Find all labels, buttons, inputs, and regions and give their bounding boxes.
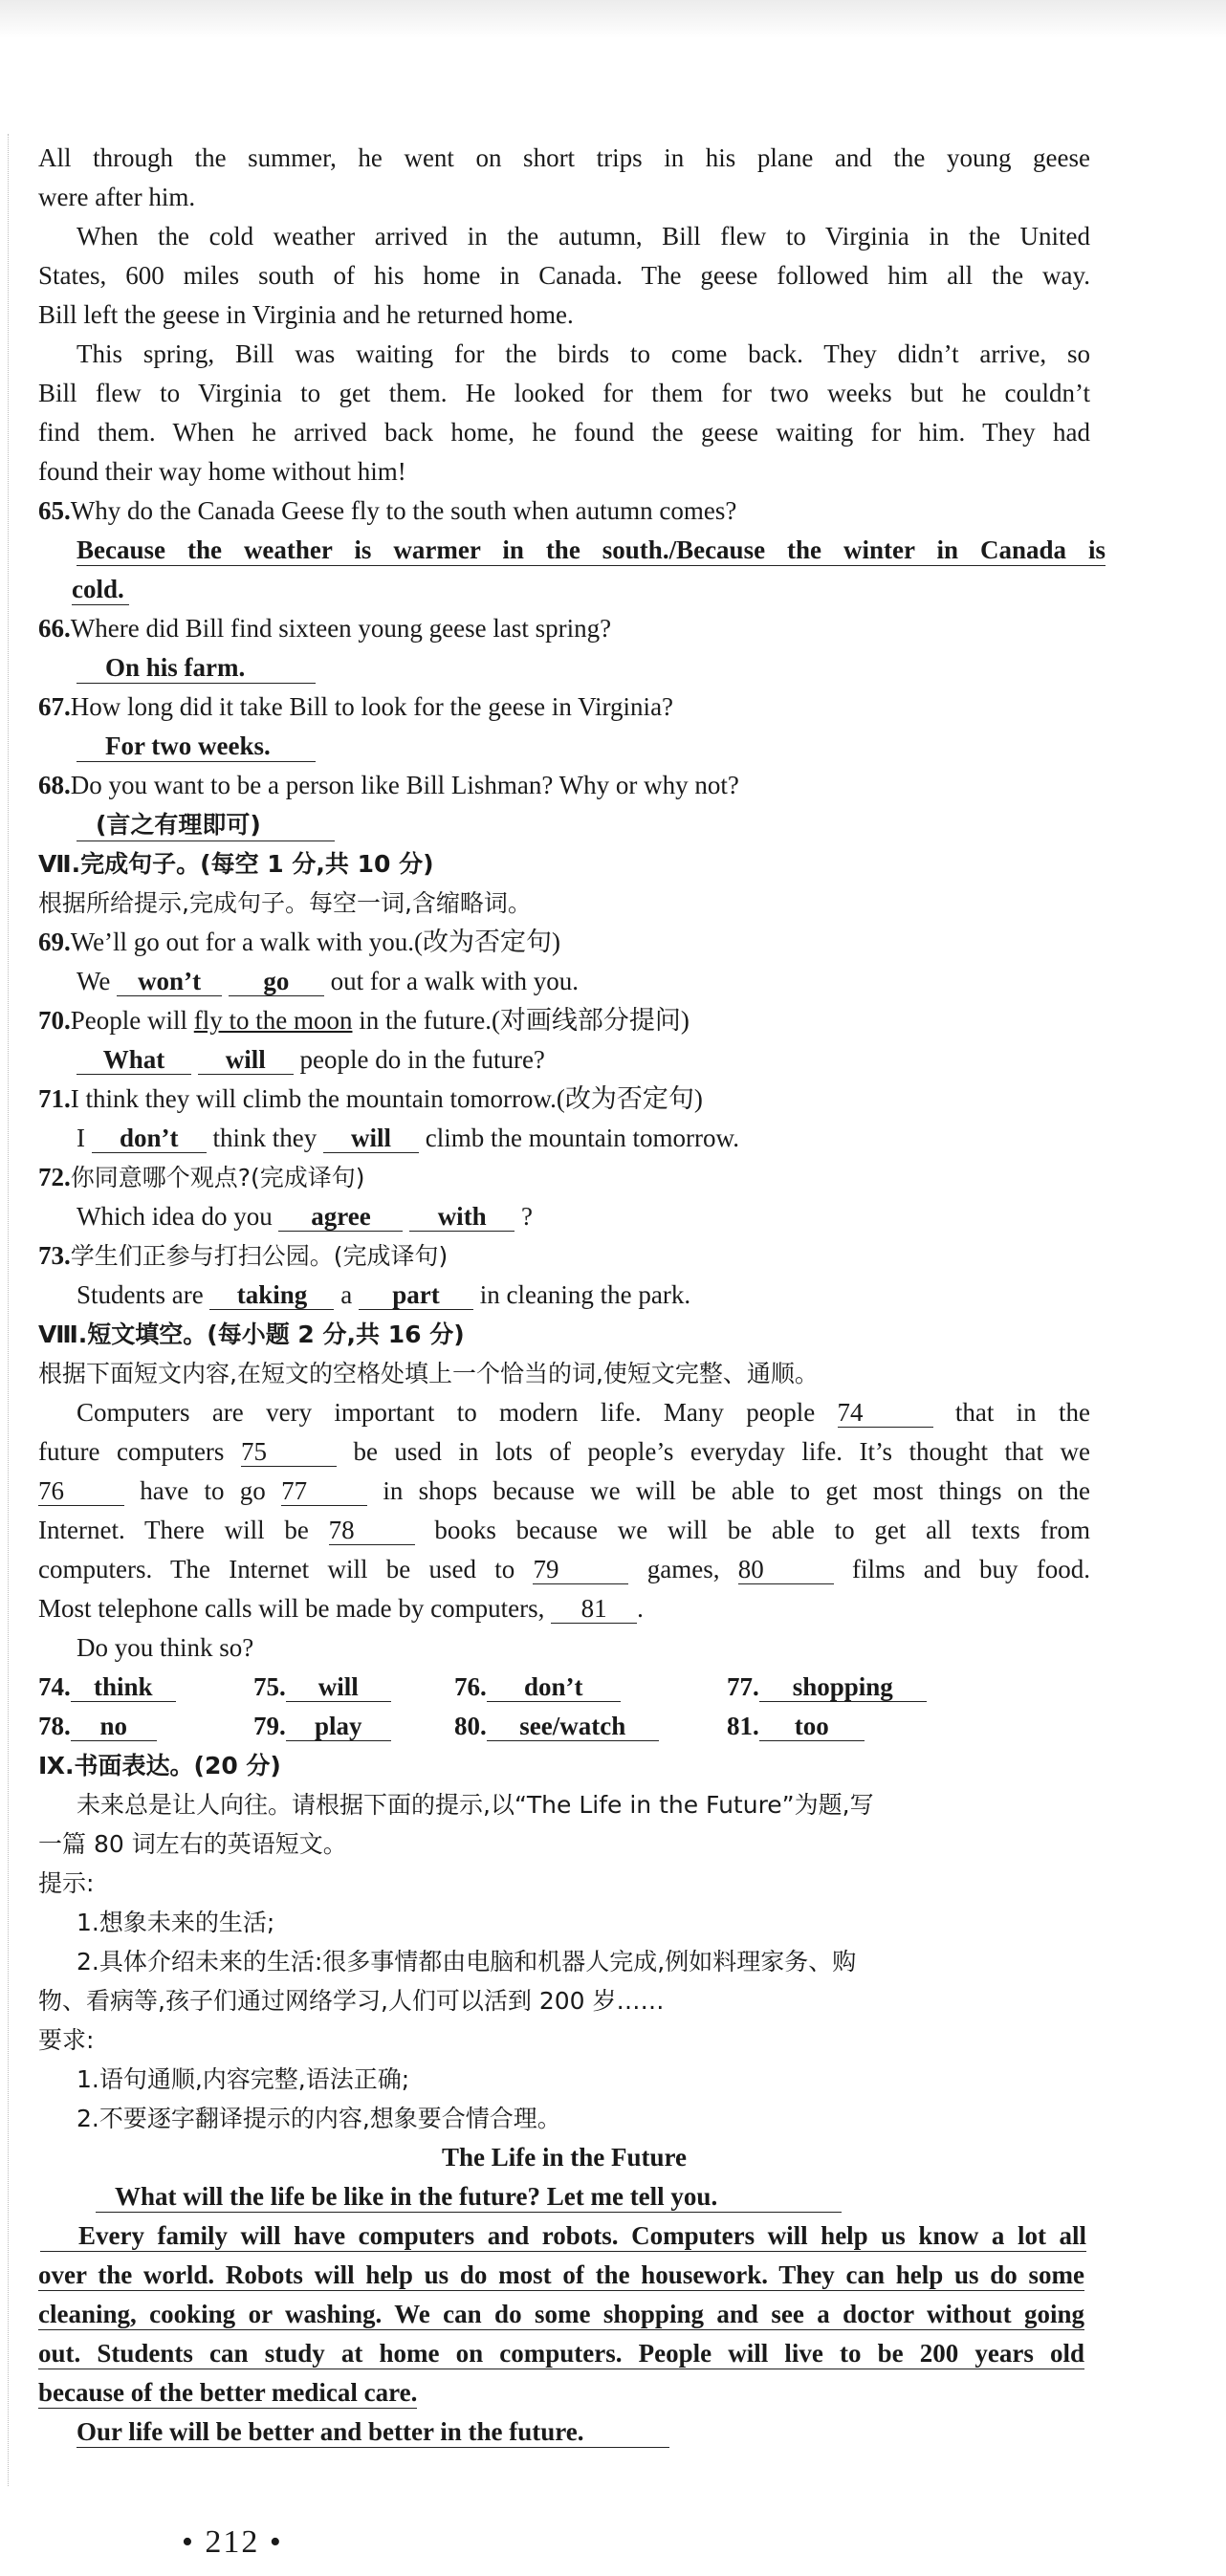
question-67 bbox=[38, 688, 1090, 727]
passage-line: Bill flew to Virginia to get them. He looked for them for two weeks but he couldn’t bbox=[38, 379, 1090, 407]
cloze-text: that in the bbox=[954, 1398, 1090, 1427]
cloze-blank: 80 bbox=[738, 1555, 834, 1584]
cloze-blank: 81 bbox=[551, 1594, 637, 1624]
question-72 bbox=[38, 1158, 1090, 1197]
margin-line bbox=[8, 134, 9, 2486]
top-shade bbox=[0, 0, 1226, 38]
sentence-part: I bbox=[77, 1124, 85, 1152]
answer-line bbox=[38, 1276, 1090, 1315]
answer-number: 79. bbox=[253, 1712, 286, 1740]
answer-blank: will bbox=[198, 1045, 294, 1075]
question-73 bbox=[38, 1236, 1090, 1276]
answer-blank: think bbox=[71, 1672, 176, 1702]
writing-intro: 一篇 80 词左右的英语短文。 bbox=[38, 1830, 347, 1858]
section-instruction: 根据所给提示,完成句子。每空一词,含缩略词。 bbox=[38, 889, 532, 917]
cloze-blank: 78 bbox=[329, 1516, 415, 1545]
answer-blank: part bbox=[359, 1280, 473, 1310]
answer-blank: with bbox=[409, 1202, 514, 1232]
essay-line bbox=[38, 2177, 1090, 2216]
question-71 bbox=[38, 1080, 1090, 1119]
cloze-text: books because we will be able to get all texts from bbox=[434, 1516, 1091, 1544]
question-number: 67. bbox=[38, 692, 71, 721]
question-text: I think they will climb the mountain tomorrow.(改为否定句) bbox=[70, 1084, 703, 1113]
answer-blank: play bbox=[286, 1712, 391, 1741]
essay-line bbox=[38, 2334, 1090, 2373]
sentence-part: think they bbox=[212, 1124, 317, 1152]
underlined-phrase: fly to the moon bbox=[193, 1006, 353, 1035]
essay-line bbox=[38, 2373, 1090, 2412]
answer-text: (言之有理即可) bbox=[77, 810, 335, 841]
section-heading: Ⅸ.书面表达。(20 分) bbox=[38, 1752, 281, 1779]
essay-text: over the world. Robots will help us do most of the housework. They can help us do some bbox=[38, 2260, 1084, 2289]
question-66 bbox=[38, 609, 1090, 648]
essay-title: The Life in the Future bbox=[442, 2143, 687, 2172]
requirement-item: 1.语句通顺,内容完整,语法正确; bbox=[77, 2065, 410, 2093]
cloze-line bbox=[38, 1393, 1090, 1432]
cloze-text: Most telephone calls will be made by computers, bbox=[38, 1594, 545, 1623]
cloze-blank: 74 bbox=[838, 1398, 933, 1428]
question-number: 69. bbox=[38, 928, 71, 956]
answer-text: For two weeks. bbox=[77, 731, 316, 762]
section-heading: Ⅶ.完成句子。(每空 1 分,共 10 分) bbox=[38, 850, 434, 878]
answer-blank: no bbox=[71, 1712, 157, 1741]
answer-text: On his farm. bbox=[77, 652, 316, 684]
question-text: Why do the Canada Geese fly to the south when autumn comes? bbox=[70, 496, 737, 525]
cloze-text: have to go bbox=[140, 1476, 266, 1505]
cloze-text: computers. The Internet will be used to bbox=[38, 1555, 515, 1583]
passage-line: When the cold weather arrived in the autumn, Bill flew to Virginia in the United bbox=[77, 222, 1090, 251]
essay-line bbox=[38, 2216, 1090, 2256]
answer-blank: will bbox=[323, 1124, 419, 1153]
answer-line bbox=[38, 1119, 1090, 1158]
question-number: 66. bbox=[38, 614, 71, 643]
passage-line: were after him. bbox=[38, 183, 196, 211]
question-text: 学生们正参与打扫公园。(完成译句) bbox=[70, 1242, 449, 1270]
answer-blank: go bbox=[229, 967, 324, 996]
hint-label: 提示: bbox=[38, 1869, 95, 1897]
cloze-text: Computers are very important to modern life. Many people bbox=[77, 1398, 816, 1427]
cloze-blank: 75 bbox=[241, 1437, 337, 1467]
question-65 bbox=[38, 491, 1090, 531]
answer-blank: don’t bbox=[487, 1672, 621, 1702]
question-text: Where did Bill find sixteen young geese last spring? bbox=[70, 614, 612, 643]
answer-number: 78. bbox=[38, 1712, 71, 1740]
answer-line bbox=[38, 962, 1090, 1001]
answer-line bbox=[38, 1040, 1090, 1080]
essay-line bbox=[38, 2412, 1090, 2452]
essay-line bbox=[38, 2295, 1090, 2334]
cloze-text: films and buy food. bbox=[852, 1555, 1091, 1583]
answer-line bbox=[38, 648, 1090, 688]
answer-number: 80. bbox=[454, 1712, 487, 1740]
sentence-part: Students are bbox=[77, 1280, 204, 1309]
cloze-text: Internet. There will be bbox=[38, 1516, 309, 1544]
question-68 bbox=[38, 766, 1090, 805]
essay-text: Every family will have computers and robots. Computers will help us know a lot all bbox=[40, 2220, 1086, 2252]
sentence-part: a bbox=[340, 1280, 353, 1309]
question-text: 你同意哪个观点?(完成译句) bbox=[70, 1164, 365, 1191]
cloze-line: Do you think so? bbox=[77, 1633, 254, 1662]
passage-line: This spring, Bill was waiting for the birds to come back. They didn’t arrive, so bbox=[77, 339, 1090, 368]
question-text: We’ll go out for a walk with you.(改为否定句) bbox=[70, 928, 560, 956]
question-text: Do you want to be a person like Bill Lishman? Why or why not? bbox=[70, 771, 739, 799]
essay-text: cleaning, cooking or washing. We can do some shopping and see a doctor without going bbox=[38, 2300, 1084, 2328]
answer-blank: shopping bbox=[759, 1672, 927, 1702]
question-number: 73. bbox=[38, 1241, 71, 1270]
cloze-text: games, bbox=[646, 1555, 720, 1583]
hint-item: 1.想象未来的生活; bbox=[77, 1909, 275, 1936]
sentence-part: climb the mountain tomorrow. bbox=[425, 1124, 739, 1152]
answer-line bbox=[38, 531, 1106, 570]
passage-line: Bill left the geese in Virginia and he returned home. bbox=[38, 300, 574, 329]
question-number: 68. bbox=[38, 771, 71, 799]
question-70 bbox=[38, 1001, 1090, 1040]
cloze-blank: 76 bbox=[38, 1476, 124, 1506]
answer-number: 74. bbox=[38, 1672, 71, 1701]
answer-number: 76. bbox=[454, 1672, 487, 1701]
answer-number: 77. bbox=[727, 1672, 759, 1701]
essay-text: because of the better medical care. bbox=[38, 2378, 418, 2407]
sentence-part: people do in the future? bbox=[299, 1045, 545, 1074]
answer-blank: taking bbox=[209, 1280, 334, 1310]
answer-row bbox=[38, 1668, 1090, 1707]
essay-line bbox=[38, 2256, 1090, 2295]
answer-blank: will bbox=[286, 1672, 391, 1702]
question-text: People will bbox=[70, 1006, 194, 1035]
answer-line bbox=[38, 727, 1090, 766]
answer-text: Because the weather is warmer in the south./Because the winter in Canada is bbox=[77, 535, 1106, 564]
cloze-line bbox=[38, 1589, 1090, 1628]
cloze-line bbox=[38, 1472, 1090, 1511]
answer-number: 81. bbox=[727, 1712, 759, 1740]
passage-line: find them. When he arrived back home, he found the geese waiting for him. They had bbox=[38, 418, 1090, 447]
question-number: 72. bbox=[38, 1163, 71, 1191]
hint-item: 物、看病等,孩子们通过网络学习,人们可以活到 200 岁…… bbox=[38, 1987, 665, 2015]
sentence-part: in cleaning the park. bbox=[479, 1280, 691, 1309]
answer-line bbox=[38, 570, 1090, 609]
requirement-item: 2.不要逐字翻译提示的内容,想象要合情合理。 bbox=[77, 2105, 561, 2132]
cloze-line bbox=[38, 1511, 1090, 1550]
hint-item: 2.具体介绍未来的生活:很多事情都由电脑和机器人完成,例如料理家务、购 bbox=[77, 1948, 857, 1976]
question-text: How long did it take Bill to look for the geese in Virginia? bbox=[70, 692, 674, 721]
requirement-label: 要求: bbox=[38, 2026, 95, 2054]
sentence-part: Which idea do you bbox=[77, 1202, 273, 1231]
answer-blank: agree bbox=[278, 1202, 403, 1232]
answer-number: 75. bbox=[253, 1672, 286, 1701]
page-content bbox=[38, 139, 1106, 2452]
sentence-part: out for a walk with you. bbox=[330, 967, 580, 995]
question-number: 70. bbox=[38, 1006, 71, 1035]
section-instruction: 根据下面短文内容,在短文的空格处填上一个恰当的词,使短文完整、通顺。 bbox=[38, 1360, 819, 1387]
passage-line: found their way home without him! bbox=[38, 457, 406, 486]
cloze-line bbox=[38, 1550, 1090, 1589]
question-text: in the future.(对画线部分提问) bbox=[352, 1006, 690, 1035]
answer-line bbox=[38, 805, 1090, 844]
essay-text: What will the life be like in the future? Let me tell you. bbox=[96, 2181, 842, 2213]
section-heading: Ⅷ.短文填空。(每小题 2 分,共 16 分) bbox=[38, 1321, 465, 1348]
question-number: 71. bbox=[38, 1084, 71, 1113]
cloze-blank: 77 bbox=[281, 1476, 367, 1506]
answer-blank: won’t bbox=[117, 967, 222, 996]
answer-line bbox=[38, 1197, 1090, 1236]
answer-blank: don’t bbox=[92, 1124, 207, 1153]
essay-text: Our life will be better and better in the future. bbox=[77, 2416, 669, 2448]
essay-text: out. Students can study at home on computers. People will live to be 200 years old bbox=[38, 2339, 1084, 2368]
answer-blank: too bbox=[759, 1712, 865, 1741]
question-number: 65. bbox=[38, 496, 71, 525]
passage-line: All through the summer, he went on short trips in his plane and the young geese bbox=[38, 143, 1090, 172]
answer-row bbox=[38, 1707, 1090, 1746]
sentence-part: We bbox=[77, 967, 111, 995]
cloze-text: . bbox=[637, 1594, 644, 1623]
cloze-text: be used in lots of people’s everyday life. It’s thought that we bbox=[353, 1437, 1091, 1466]
page-number: • 212 • bbox=[182, 2524, 283, 2560]
question-69 bbox=[38, 923, 1090, 962]
passage-line: States, 600 miles south of his home in Canada. The geese followed him all the way. bbox=[38, 261, 1090, 290]
answer-blank: What bbox=[77, 1045, 191, 1075]
writing-intro: 未来总是让人向往。请根据下面的提示,以“The Life in the Future”为题,写 bbox=[77, 1791, 874, 1819]
answer-blank: see/watch bbox=[487, 1712, 659, 1741]
sentence-part: ? bbox=[520, 1202, 533, 1231]
cloze-text: future computers bbox=[38, 1437, 225, 1466]
cloze-line bbox=[38, 1432, 1090, 1472]
answer-text: cold. bbox=[72, 574, 129, 605]
cloze-blank: 79 bbox=[533, 1555, 628, 1584]
cloze-text: in shops because we will be able to get most things on the bbox=[383, 1476, 1091, 1505]
